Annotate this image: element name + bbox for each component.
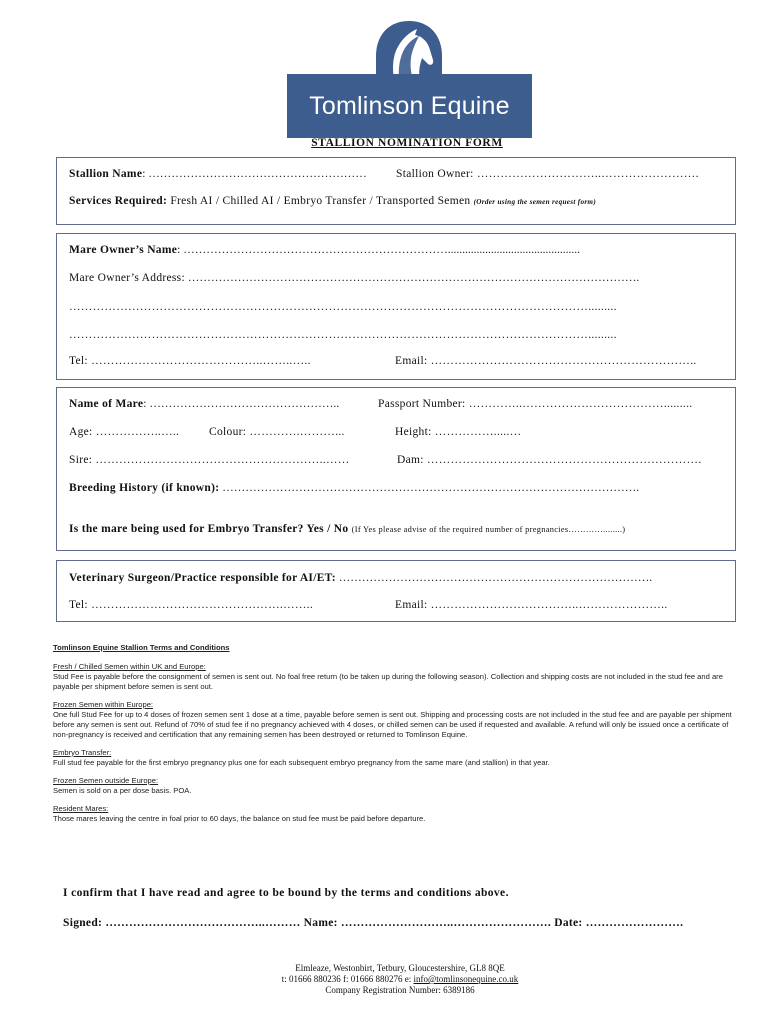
mare-age-field[interactable]: Age: ……………..….. [69,426,180,438]
mare-owner-address-field[interactable]: Mare Owner’s Address: ………………………………………………………………………………………………………. [69,272,640,284]
services-required-field[interactable]: Services Required: Fresh AI / Chilled AI / Embryo Transfer / Transported Semen (Order using the semen request form) [69,195,597,207]
services-options: Fresh AI / Chilled AI / Embryo Transfer / Transported Semen [170,195,471,207]
mare-owner-tel-field[interactable]: Tel: ……………………………………..……..….. [69,355,311,367]
footer-registration: Company Registration Number: 6389186 [325,985,475,995]
terms-embryo-heading: Embryo Transfer: [53,748,112,757]
stallion-name-field[interactable]: Stallion Name: ………………………………………………… [69,168,367,180]
mare-owner-address-line-2[interactable]: ……………………………………………………………………………………………………………………......... [69,301,617,313]
logo-text: Tomlinson Equine [309,92,510,120]
mare-section [56,387,736,551]
mare-owner-name-field[interactable]: Mare Owner’s Name: …………………………………………………………….............................................. [69,244,580,256]
form-title: STALLION NOMINATION FORM [311,137,503,149]
terms-frozen-europe-heading: Frozen Semen within Europe: [53,700,154,709]
embryo-transfer-question[interactable]: Is the mare being used for Embryo Transfer? Yes / No (If Yes please advise of the required number of pregnancies…………........) [69,523,626,535]
logo-banner [287,74,532,138]
vet-practice-field[interactable]: Veterinary Surgeon/Practice responsible for AI/ET: ………………………………………………………………………. [69,572,653,584]
vet-section [56,560,736,622]
mare-colour-field[interactable]: Colour: ………….………... [209,426,345,438]
mare-owner-address-line-3[interactable]: ……………………………………………………………………………………………………………………......... [69,329,617,341]
footer [0,963,770,996]
stallion-section [56,157,736,225]
terms-frozen-outside-heading: Frozen Semen outside Europe: [53,776,159,785]
confirmation-statement: I confirm that I have read and agree to be bound by the terms and conditions above. [63,887,509,899]
footer-address: Elmleaze, Westonbirt, Tetbury, Gloucestershire, GL8 8QE [295,963,505,973]
vet-email-field[interactable]: Email: ………………………………..………………….. [395,599,668,611]
mare-sire-field[interactable]: Sire: …………………………………………………..…… [69,454,350,466]
signature-line[interactable]: Signed: …………………………………..……… Name: ………………………..……………………. Date: ……………………. [63,917,684,929]
stallion-owner-field[interactable]: Stallion Owner: …………………………..……………………. [396,168,699,180]
breeding-history-field[interactable]: Breeding History (if known): ………………………………………………………………………………………………. [69,482,640,494]
footer-contact: t: 01666 880236 f: 01666 880276 e: info@tomlinsonequine.co.uk [281,974,519,984]
footer-email-link[interactable]: info@tomlinsonequine.co.uk [413,974,519,984]
mare-name-field[interactable]: Name of Mare: ………………………………………….. [69,398,340,410]
embryo-transfer-note: (If Yes please advise of the required number of pregnancies…………........) [351,525,626,534]
vet-tel-field[interactable]: Tel: ………………………………………….…….. [69,599,314,611]
terms-frozen-europe-body: One full Stud Fee for up to 4 doses of frozen semen sent 1 dose at a time, payable before semen is sent out. Shipping and processing costs are not included in the stud fee and are payable per shipment before any semen is sent out. Refund of 70% of stud fee if no pregnancy achieved with 4 doses, or chilled semen can be used if requested and available. A refund will only be issued once a certificate of non-pregnancy is received and certification that any remaining semen has been destroyed or returned to Tomlinson Equine. [53,710,732,739]
terms-fresh-chilled-body: Stud Fee is payable before the consignment of semen is sent out. No foal free return (to be taken up during the following season). Collection and shipping costs are not included in the stud fee and are payable per shipment before semen is sent out. [53,672,723,691]
mare-owner-section [56,233,736,380]
company-logo [287,20,532,120]
terms-frozen-outside-body: Semen is sold on a per dose basis. POA. [53,786,192,795]
terms-and-conditions [53,643,733,824]
terms-resident-body: Those mares leaving the centre in foal prior to 60 days, the balance on stud fee must be paid before departure. [53,814,426,823]
mare-dam-field[interactable]: Dam: ……………………………………………………………. [397,454,702,466]
mare-height-field[interactable]: Height: …………….....… [395,426,522,438]
mare-owner-email-field[interactable]: Email: ………………………………………………………….. [395,355,697,367]
services-note: (Order using the semen request form) [473,198,597,206]
terms-embryo-body: Full stud fee payable for the first embryo pregnancy plus one for each subsequent embryo pregnancy from the same mare (and stallion) in that year. [53,758,550,767]
terms-heading: Tomlinson Equine Stallion Terms and Conditions [53,643,230,652]
terms-resident-heading: Resident Mares: [53,804,109,813]
terms-fresh-chilled-heading: Fresh / Chilled Semen within UK and Europe: [53,662,206,671]
passport-number-field[interactable]: Passport Number: …………..………………………………......... [378,398,693,410]
